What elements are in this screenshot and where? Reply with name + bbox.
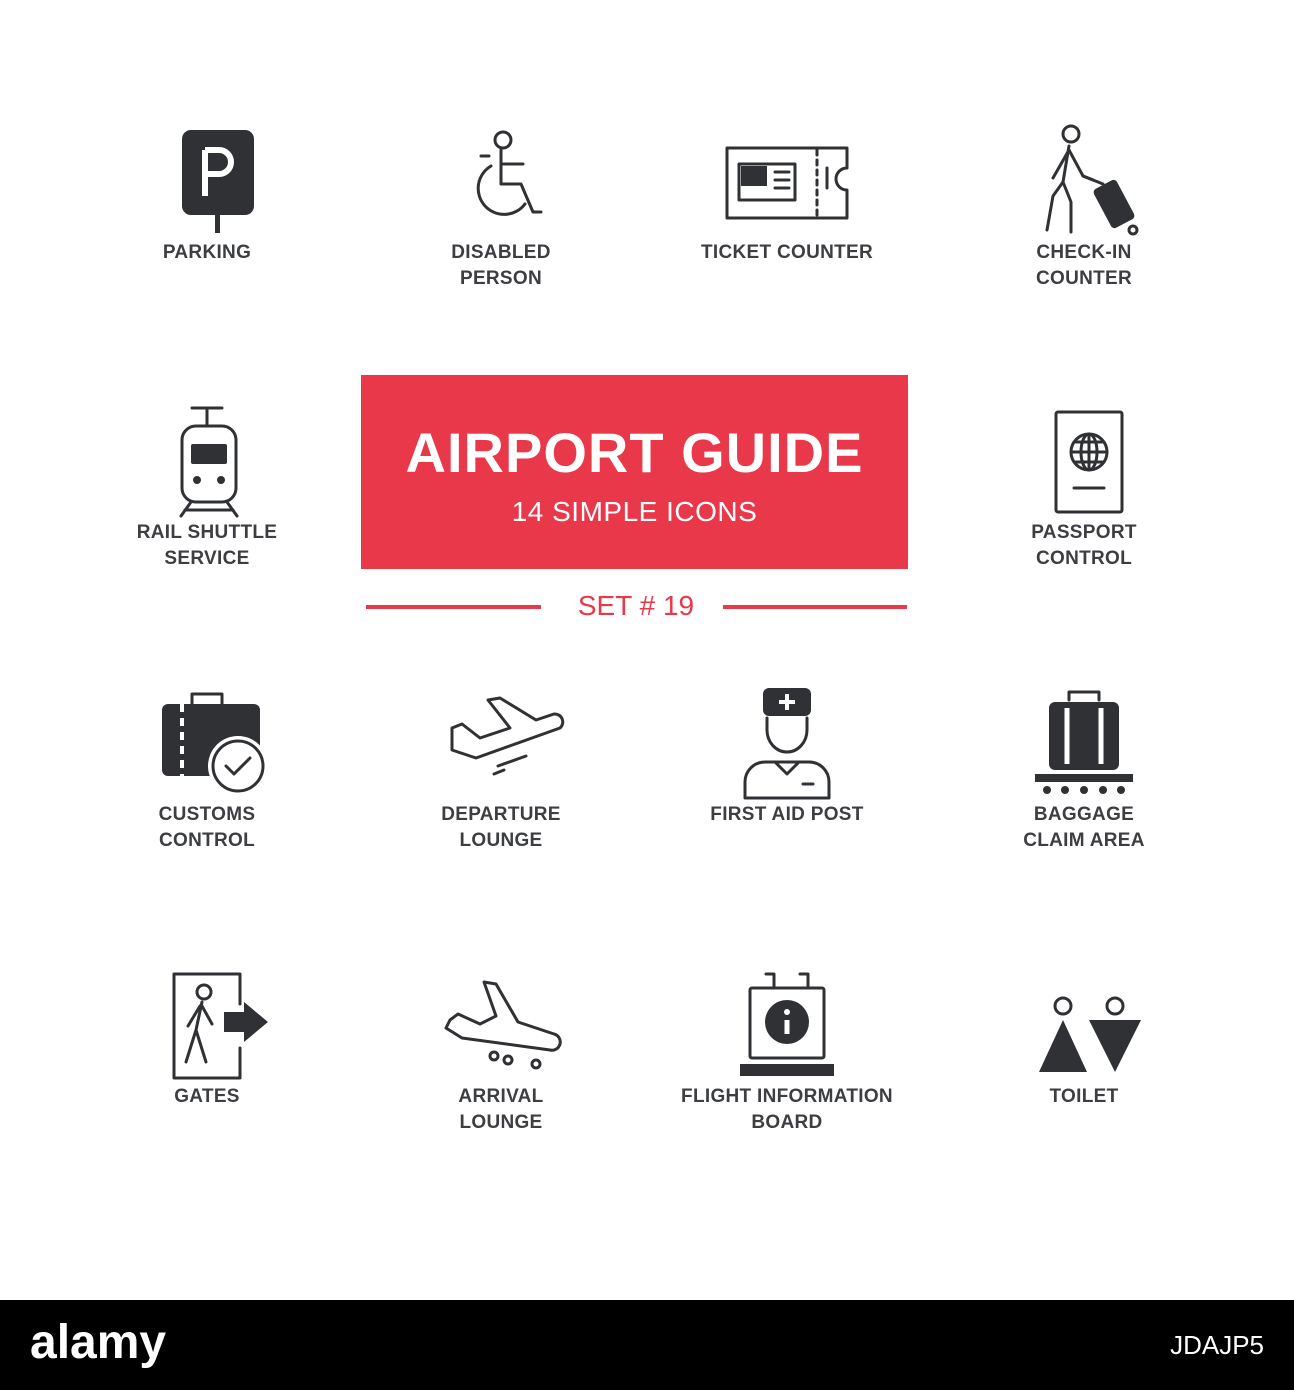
icon-label: FLIGHT INFORMATION BOARD [681,1086,893,1133]
traveler-luggage-icon [1019,120,1149,240]
plane-takeoff-icon [436,682,566,802]
icon-label: PARKING [162,242,252,263]
ticket-icon [717,120,857,240]
watermark-footer [0,1300,1294,1390]
icon-label: PASSPORT CONTROL [1031,522,1137,569]
icon-label: DISABLED PERSON [451,242,551,289]
icon-item [381,964,621,1136]
icon-item [667,120,907,266]
title-banner [361,375,908,569]
icon-label: GATES [174,1086,240,1107]
toilet-icon [1019,964,1149,1084]
customs-suitcase-check-icon [142,682,272,802]
set-label-row [366,590,907,624]
divider-left [366,605,541,609]
info-board-icon [722,964,852,1084]
divider-right [723,605,907,609]
parking-icon [157,120,257,240]
icon-item [667,682,907,828]
icon-item [964,120,1204,292]
set-label: SET # 19 [577,590,695,621]
disabled-person-icon [441,120,561,240]
alamy-logo: alamy [30,1316,167,1369]
icon-label: ARRIVAL LOUNGE [458,1086,544,1133]
icon-item [964,682,1204,854]
train-icon [147,400,267,520]
banner-title: AIRPORT GUIDE [405,421,864,484]
icon-item [381,120,621,292]
icon-item [87,120,327,266]
plane-landing-icon [436,964,566,1084]
icon-item [667,964,907,1136]
icon-label: CUSTOMS CONTROL [158,804,256,851]
icon-label: RAIL SHUTTLE SERVICE [136,522,278,569]
icon-label: TICKET COUNTER [700,242,874,263]
icon-item [87,400,327,572]
passport-icon [1024,400,1144,520]
icon-label: DEPARTURE LOUNGE [441,804,561,851]
icon-label: BAGGAGE CLAIM AREA [1023,804,1145,851]
icon-label: CHECK-IN COUNTER [1035,242,1133,289]
icon-item [87,964,327,1110]
icon-label: TOILET [1049,1086,1119,1107]
icon-item [381,682,621,854]
medic-icon [727,682,847,802]
banner-subtitle: 14 SIMPLE ICONS [511,496,758,527]
icon-label: FIRST AID POST [710,804,864,825]
exit-gate-icon [142,964,272,1084]
baggage-carousel-icon [1019,682,1149,802]
icon-item [87,682,327,854]
image-id: JDAJP5 [1170,1330,1264,1360]
icon-item [964,964,1204,1110]
icon-item [964,400,1204,572]
